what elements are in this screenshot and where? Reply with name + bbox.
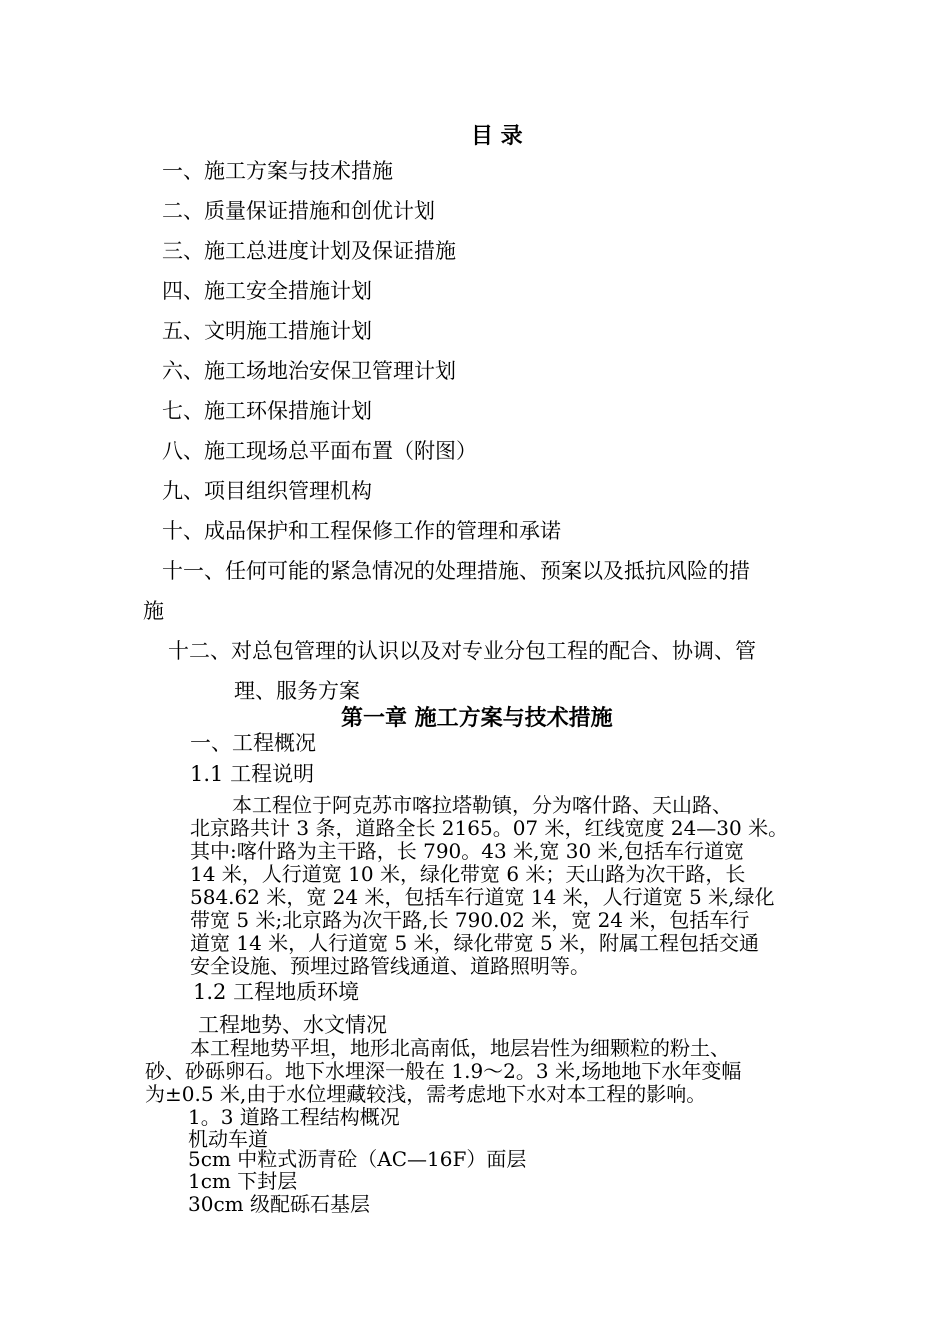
toc-item-7: 七、施工环保措施计划 xyxy=(162,399,372,423)
structure-line-4: 30cm 级配砾石基层 xyxy=(188,1192,370,1216)
para1-line-2: 北京路共计 3 条，道路全长 2165。07 米，红线宽度 24—30 米。 xyxy=(190,816,789,840)
para2-line-1: 本工程地势平坦，地形北高南低，地层岩性为细颗粒的粉土、 xyxy=(190,1036,730,1060)
toc-item-2: 二、质量保证措施和创优计划 xyxy=(162,199,435,223)
para1-line-1: 本工程位于阿克苏市喀拉塔勒镇，分为喀什路、天山路、 xyxy=(232,793,732,817)
toc-item-12: 十二、对总包管理的认识以及对专业分包工程的配合、协调、管 xyxy=(168,639,756,663)
toc-item-6: 六、施工场地治安保卫管理计划 xyxy=(162,359,456,383)
terrain-heading: 工程地势、水文情况 xyxy=(198,1013,387,1037)
subsection-1-3: 1。3 道路工程结构概况 xyxy=(188,1105,400,1129)
para1-line-5: 584.62 米，宽 24 米，包括车行道宽 14 米，人行道宽 5 米,绿化 xyxy=(190,885,775,909)
para2-line-2: 砂、砂砾卵石。地下水埋深一般在 1.9～2。3 米,场地地下水年变幅 xyxy=(145,1059,742,1083)
toc-title: 目 录 xyxy=(471,123,523,149)
subsection-1-2: 1.2 工程地质环境 xyxy=(193,980,360,1004)
para1-line-7: 道宽 14 米，人行道宽 5 米，绿化带宽 5 米，附属工程包括交通 xyxy=(190,931,760,955)
para1-line-3: 其中:喀什路为主干路，长 790。43 米,宽 30 米,包括车行道宽 xyxy=(190,839,744,863)
structure-line-1: 机动车道 xyxy=(188,1127,268,1151)
section-heading: 一、工程概况 xyxy=(190,731,316,755)
toc-item-8: 八、施工现场总平面布置（附图） xyxy=(162,439,477,463)
toc-item-9: 九、项目组织管理机构 xyxy=(162,479,372,503)
toc-item-4: 四、施工安全措施计划 xyxy=(162,279,372,303)
toc-item-3: 三、施工总进度计划及保证措施 xyxy=(162,239,456,263)
toc-item-11-cont: 施 xyxy=(143,599,164,623)
toc-item-5: 五、文明施工措施计划 xyxy=(162,319,372,343)
para1-line-6: 带宽 5 米;北京路为次干路,长 790.02 米，宽 24 米，包括车行 xyxy=(190,908,750,932)
para1-line-4: 14 米，人行道宽 10 米，绿化带宽 6 米；天山路为次干路，长 xyxy=(190,862,746,886)
toc-item-10: 十、成品保护和工程保修工作的管理和承诺 xyxy=(162,519,561,543)
structure-line-2: 5cm 中粒式沥青砼（AC—16F）面层 xyxy=(188,1147,527,1171)
toc-item-11: 十一、任何可能的紧急情况的处理措施、预案以及抵抗风险的措 xyxy=(162,559,750,583)
subsection-1-1: 1.1 工程说明 xyxy=(190,762,315,786)
para1-line-8: 安全设施、预埋过路管线通道、道路照明等。 xyxy=(190,954,590,978)
toc-item-1: 一、施工方案与技术措施 xyxy=(162,159,393,183)
para2-line-3: 为±0.5 米,由于水位埋藏较浅，需考虑地下水对本工程的影响。 xyxy=(145,1082,707,1106)
chapter-heading: 第一章 施工方案与技术措施 xyxy=(341,705,613,731)
toc-item-12-cont: 理、服务方案 xyxy=(234,679,360,703)
structure-line-3: 1cm 下封层 xyxy=(188,1169,298,1193)
